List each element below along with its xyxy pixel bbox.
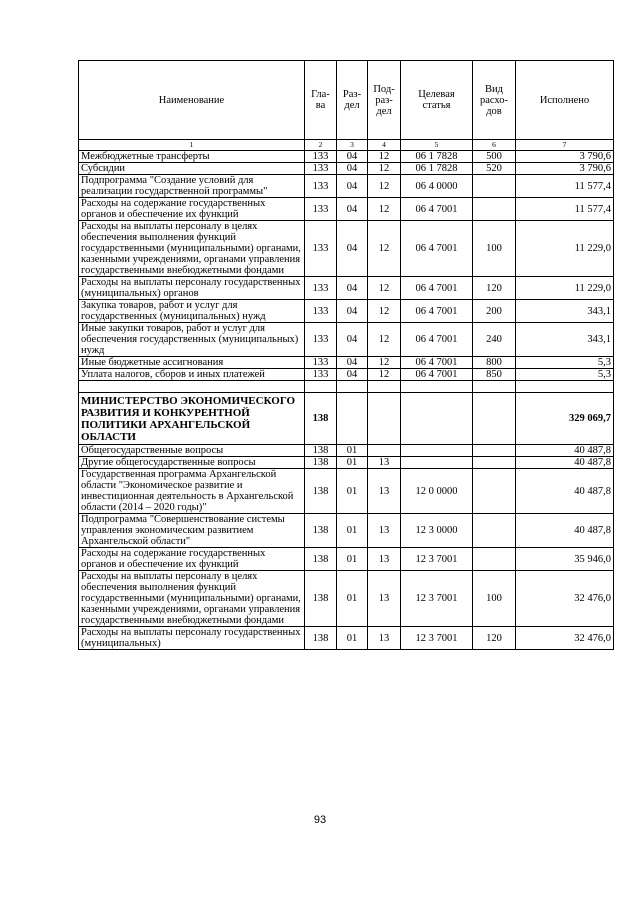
row-podrazdel: 12 — [368, 323, 401, 357]
row-amount: 40 487,8 — [516, 469, 614, 514]
page-number: 93 — [313, 814, 327, 826]
row-name: Государственная программа Архангельской области "Экономическое развитие и инвестиционная деятельность в Архангельской области (2014 – 2020 годы)" — [79, 469, 305, 514]
empty-cell — [401, 381, 473, 393]
row-target-article: 06 4 0000 — [401, 175, 473, 198]
empty-cell — [337, 393, 368, 445]
row-podrazdel: 12 — [368, 151, 401, 163]
row-razdel: 01 — [337, 514, 368, 548]
row-expense-type: 240 — [473, 323, 516, 357]
row-glava: 138 — [305, 469, 337, 514]
row-razdel: 04 — [337, 175, 368, 198]
row-amount: 32 476,0 — [516, 627, 614, 650]
row-expense-type: 850 — [473, 369, 516, 381]
row-podrazdel: 13 — [368, 469, 401, 514]
row-name: Закупка товаров, работ и услуг для государственных (муниципальных) нужд — [79, 300, 305, 323]
row-glava: 138 — [305, 571, 337, 627]
row-razdel: 04 — [337, 151, 368, 163]
row-glava: 138 — [305, 627, 337, 650]
row-podrazdel: 12 — [368, 198, 401, 221]
table-body-section-133 — [79, 151, 614, 381]
column-number: 3 — [337, 140, 368, 151]
row-expense-type: 520 — [473, 163, 516, 175]
row-expense-type: 500 — [473, 151, 516, 163]
row-target-article: 12 3 7001 — [401, 627, 473, 650]
header-glava-text: Гла- ва — [311, 89, 330, 111]
header-row — [79, 61, 614, 140]
row-expense-type — [473, 548, 516, 571]
row-podrazdel: 12 — [368, 300, 401, 323]
row-podrazdel: 12 — [368, 369, 401, 381]
row-razdel: 01 — [337, 627, 368, 650]
row-target-article — [401, 445, 473, 457]
row-expense-type: 100 — [473, 221, 516, 277]
row-podrazdel: 12 — [368, 357, 401, 369]
row-name: Расходы на содержание государственных органов и обеспечение их функций — [79, 198, 305, 221]
row-expense-type: 120 — [473, 627, 516, 650]
budget-table — [78, 60, 614, 650]
header-vid — [473, 61, 516, 140]
header-razdel-text: Раз- дел — [342, 89, 362, 111]
empty-cell — [368, 393, 401, 445]
row-amount: 343,1 — [516, 300, 614, 323]
row-target-article: 06 1 7828 — [401, 163, 473, 175]
row-razdel: 04 — [337, 369, 368, 381]
header-glava — [305, 61, 337, 140]
row-name: Иные бюджетные ассигнования — [79, 357, 305, 369]
header-celevaya-text: Целевая статья — [418, 89, 455, 111]
row-target-article — [401, 457, 473, 469]
row-razdel: 01 — [337, 445, 368, 457]
row-name: Уплата налогов, сборов и иных платежей — [79, 369, 305, 381]
row-podrazdel: 13 — [368, 627, 401, 650]
column-number-row — [79, 140, 614, 151]
row-expense-type: 120 — [473, 277, 516, 300]
row-amount: 40 487,8 — [516, 445, 614, 457]
row-expense-type — [473, 175, 516, 198]
header-ispolneno: Исполнено — [516, 61, 614, 140]
row-razdel: 04 — [337, 300, 368, 323]
row-name: Другие общегосударственные вопросы — [79, 457, 305, 469]
row-target-article: 06 4 7001 — [401, 300, 473, 323]
empty-cell — [337, 381, 368, 393]
row-name: Расходы на выплаты персоналу государственных (муниципальных) органов — [79, 277, 305, 300]
table-body-section-138 — [79, 445, 614, 650]
row-name: Общегосударственные вопросы — [79, 445, 305, 457]
row-podrazdel: 12 — [368, 277, 401, 300]
row-podrazdel — [368, 445, 401, 457]
header-name: Наименование — [79, 61, 305, 140]
row-glava: 133 — [305, 163, 337, 175]
column-number: 7 — [516, 140, 614, 151]
row-razdel: 04 — [337, 323, 368, 357]
row-podrazdel: 13 — [368, 457, 401, 469]
row-name: Расходы на выплаты персоналу в целях обеспечения выполнения функций государственными (муниципальными) органами, казенными учреждениями, органами управления государственными внебюджетными фондами — [79, 221, 305, 277]
row-name: Расходы на выплаты персоналу государственных (муниципальных) — [79, 627, 305, 650]
row-name: Подпрограмма "Совершенствование системы управления экономическим развитием Архангельской области" — [79, 514, 305, 548]
row-expense-type — [473, 445, 516, 457]
row-amount: 35 946,0 — [516, 548, 614, 571]
table-row — [79, 300, 614, 323]
row-name: Субсидии — [79, 163, 305, 175]
row-glava: 133 — [305, 277, 337, 300]
row-razdel: 01 — [337, 457, 368, 469]
row-target-article: 06 4 7001 — [401, 369, 473, 381]
row-razdel: 04 — [337, 357, 368, 369]
header-vid-text: Вид расхо- дов — [479, 83, 509, 117]
table-row — [79, 277, 614, 300]
column-number: 2 — [305, 140, 337, 151]
row-expense-type: 100 — [473, 571, 516, 627]
row-target-article: 06 4 7001 — [401, 221, 473, 277]
row-target-article: 06 4 7001 — [401, 357, 473, 369]
table-row — [79, 163, 614, 175]
row-glava: 133 — [305, 300, 337, 323]
row-target-article: 06 4 7001 — [401, 198, 473, 221]
row-glava: 133 — [305, 357, 337, 369]
row-glava: 138 — [305, 457, 337, 469]
row-target-article: 12 3 7001 — [401, 571, 473, 627]
table-row — [79, 514, 614, 548]
row-name: Межбюджетные трансферты — [79, 151, 305, 163]
row-glava: 133 — [305, 198, 337, 221]
row-name: Расходы на содержание государственных органов и обеспечение их функций — [79, 548, 305, 571]
empty-cell — [368, 381, 401, 393]
table-row — [79, 369, 614, 381]
row-amount: 3 790,6 — [516, 163, 614, 175]
table-row — [79, 323, 614, 357]
table-row — [79, 445, 614, 457]
column-number: 1 — [79, 140, 305, 151]
row-expense-type: 200 — [473, 300, 516, 323]
table-row — [79, 357, 614, 369]
ministry-amount: 329 069,7 — [516, 393, 614, 445]
table-row — [79, 151, 614, 163]
row-razdel: 04 — [337, 163, 368, 175]
header-celevaya — [401, 61, 473, 140]
row-name: Расходы на выплаты персоналу в целях обеспечения выполнения функций государственными (муниципальными) органами, казенными учреждениями, органами управления государственными внебюджетными фондами — [79, 571, 305, 627]
row-target-article: 12 3 7001 — [401, 548, 473, 571]
empty-cell — [516, 381, 614, 393]
table-row — [79, 548, 614, 571]
row-target-article: 06 1 7828 — [401, 151, 473, 163]
row-expense-type — [473, 514, 516, 548]
empty-row — [79, 381, 614, 393]
empty-cell — [305, 381, 337, 393]
row-amount: 5,3 — [516, 357, 614, 369]
row-target-article: 12 3 0000 — [401, 514, 473, 548]
column-number: 4 — [368, 140, 401, 151]
row-expense-type — [473, 457, 516, 469]
table-row — [79, 627, 614, 650]
row-amount: 11 577,4 — [516, 175, 614, 198]
row-razdel: 01 — [337, 548, 368, 571]
ministry-glava: 138 — [305, 393, 337, 445]
header-podrazdel — [368, 61, 401, 140]
table-row — [79, 221, 614, 277]
row-razdel: 04 — [337, 277, 368, 300]
row-expense-type — [473, 198, 516, 221]
row-amount: 11 577,4 — [516, 198, 614, 221]
header-podrazdel-text: Под- раз- дел — [373, 83, 395, 117]
row-razdel: 04 — [337, 221, 368, 277]
column-number: 6 — [473, 140, 516, 151]
row-razdel: 01 — [337, 469, 368, 514]
row-target-article: 12 0 0000 — [401, 469, 473, 514]
table-row — [79, 469, 614, 514]
row-amount: 3 790,6 — [516, 151, 614, 163]
row-target-article: 06 4 7001 — [401, 323, 473, 357]
table-row — [79, 198, 614, 221]
table-row — [79, 457, 614, 469]
table-row — [79, 175, 614, 198]
row-glava: 133 — [305, 221, 337, 277]
row-amount: 40 487,8 — [516, 457, 614, 469]
ministry-row — [79, 393, 614, 445]
empty-cell — [401, 393, 473, 445]
row-amount: 343,1 — [516, 323, 614, 357]
row-glava: 138 — [305, 445, 337, 457]
row-razdel: 01 — [337, 571, 368, 627]
row-glava: 138 — [305, 548, 337, 571]
empty-cell — [473, 393, 516, 445]
row-amount: 40 487,8 — [516, 514, 614, 548]
table-row — [79, 571, 614, 627]
row-expense-type: 800 — [473, 357, 516, 369]
row-amount: 32 476,0 — [516, 571, 614, 627]
header-razdel — [337, 61, 368, 140]
row-amount: 5,3 — [516, 369, 614, 381]
empty-cell — [79, 381, 305, 393]
row-podrazdel: 12 — [368, 221, 401, 277]
row-razdel: 04 — [337, 198, 368, 221]
row-expense-type — [473, 469, 516, 514]
row-name: Подпрограмма "Создание условий для реализации государственной программы" — [79, 175, 305, 198]
row-podrazdel: 12 — [368, 175, 401, 198]
row-podrazdel: 13 — [368, 514, 401, 548]
row-podrazdel: 13 — [368, 548, 401, 571]
row-podrazdel: 12 — [368, 163, 401, 175]
column-number: 5 — [401, 140, 473, 151]
row-amount: 11 229,0 — [516, 277, 614, 300]
empty-cell — [473, 381, 516, 393]
row-glava: 133 — [305, 175, 337, 198]
row-amount: 11 229,0 — [516, 221, 614, 277]
row-glava: 138 — [305, 514, 337, 548]
row-glava: 133 — [305, 151, 337, 163]
row-name: Иные закупки товаров, работ и услуг для обеспечения государственных (муниципальных) нужд — [79, 323, 305, 357]
row-glava: 133 — [305, 369, 337, 381]
row-target-article: 06 4 7001 — [401, 277, 473, 300]
row-glava: 133 — [305, 323, 337, 357]
row-podrazdel: 13 — [368, 571, 401, 627]
ministry-name: МИНИСТЕРСТВО ЭКОНОМИЧЕСКОГО РАЗВИТИЯ И КОНКУРЕНТНОЙ ПОЛИТИКИ АРХАНГЕЛЬСКОЙ ОБЛАСТИ — [79, 393, 305, 445]
table-body-separator — [79, 381, 614, 445]
